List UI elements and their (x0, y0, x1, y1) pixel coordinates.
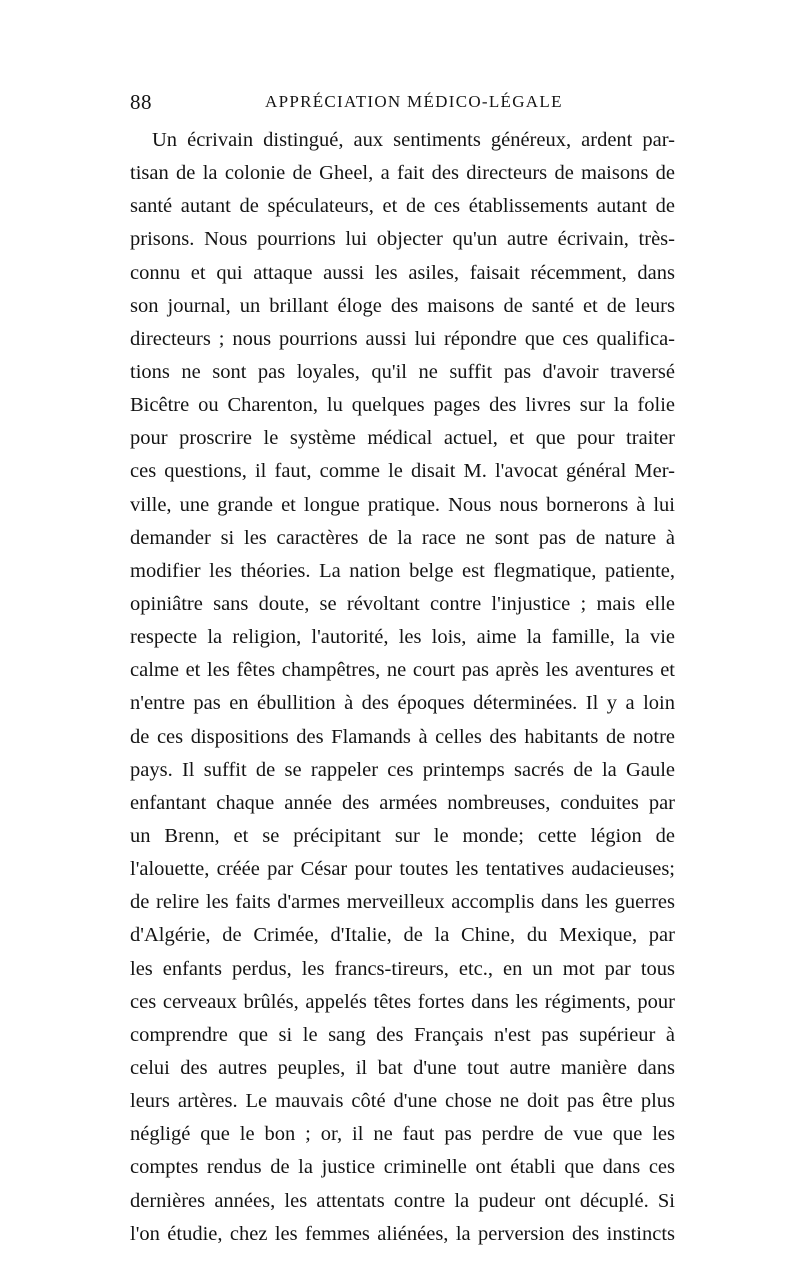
text-line: tions ne sont pas loyales, qu'il ne suffit pas d'avoir traversé (130, 360, 675, 383)
running-title: APPRÉCIATION MÉDICO-LÉGALE (265, 92, 563, 111)
text-line: respecte la religion, l'autorité, les lois, aime la famille, la vie (130, 626, 675, 649)
text-line: ces questions, il faut, comme le disait M. l'avocat général Mer- (130, 460, 675, 483)
text-line: prisons. Nous pourrions lui objecter qu'un autre écrivain, très- (130, 228, 675, 251)
text-line: négligé que le bon ; or, il ne faut pas perdre de vue que les (130, 1123, 675, 1146)
text-line: santé autant de spéculateurs, et de ces établissements autant de (130, 195, 675, 218)
text-line: un Brenn, et se précipitant sur le monde; cette légion de (130, 824, 675, 847)
text-line: pour proscrire le système médical actuel, et que pour traiter (130, 427, 675, 450)
text-line: l'on étudie, chez les femmes aliénées, la perversion des instincts (130, 1222, 675, 1245)
text-line: pays. Il suffit de se rappeler ces printemps sacrés de la Gaule (130, 758, 675, 781)
text-line: calme et les fêtes champêtres, ne court pas après les aventures et (130, 659, 675, 682)
text-line: de ces dispositions des Flamands à celles des habitants de notre (130, 725, 675, 748)
text-line: de relire les faits d'armes merveilleux accomplis dans les guerres (130, 891, 675, 914)
text-line: opiniâtre sans doute, se révoltant contre l'injustice ; mais elle (130, 592, 675, 615)
text-line: dernières années, les attentats contre la pudeur ont décuplé. Si (130, 1189, 675, 1212)
page-header (130, 90, 675, 120)
page-number: 88 (130, 90, 152, 114)
text-line: ville, une grande et longue pratique. Nous nous bornerons à lui (130, 493, 675, 516)
body-paragraph (130, 124, 675, 1251)
text-line: directeurs ; nous pourrions aussi lui répondre que ces qualifica- (130, 327, 675, 350)
text-line: d'Algérie, de Crimée, d'Italie, de la Chine, du Mexique, par (130, 924, 675, 947)
text-line: connu et qui attaque aussi les asiles, faisait récemment, dans (130, 261, 675, 284)
text-line: l'alouette, créée par César pour toutes les tentatives audacieuses; (130, 858, 675, 881)
text-line: celui des autres peuples, il bat d'une tout autre manière dans (130, 1056, 675, 1079)
text-line: son journal, un brillant éloge des maisons de santé et de leurs (130, 294, 675, 317)
text-line: comptes rendus de la justice criminelle ont établi que dans ces (130, 1156, 675, 1179)
text-line: comprendre que si le sang des Français n'est pas supérieur à (130, 1023, 675, 1046)
text-line: ces cerveaux brûlés, appelés têtes fortes dans les régiments, pour (130, 990, 675, 1013)
text-line: Bicêtre ou Charenton, lu quelques pages des livres sur la folie (130, 394, 675, 417)
text-line: Un écrivain distingué, aux sentiments généreux, ardent par- (152, 129, 675, 151)
text-line: n'entre pas en ébullition à des époques déterminées. Il y a loin (130, 692, 675, 715)
text-line: modifier les théories. La nation belge est flegmatique, patiente, (130, 559, 675, 582)
text-line: les enfants perdus, les francs-tireurs, etc., en un mot par tous (130, 957, 675, 980)
text-line: demander si les caractères de la race ne sont pas de nature à (130, 526, 675, 549)
text-line: enfantant chaque année des armées nombreuses, conduites par (130, 791, 675, 814)
text-line: leurs artères. Le mauvais côté d'une chose ne doit pas être plus (130, 1090, 675, 1113)
text-line: tisan de la colonie de Gheel, a fait des directeurs de maisons de (130, 162, 675, 185)
